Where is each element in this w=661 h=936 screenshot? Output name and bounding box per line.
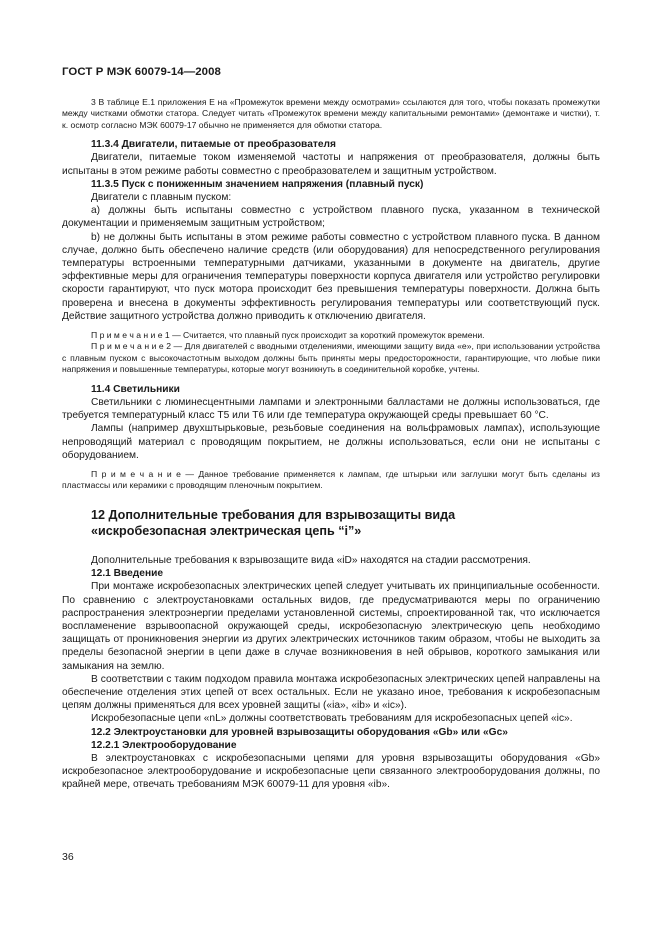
note-label: П р и м е ч а н и е: [91, 468, 181, 479]
section-11-4-para-2: Лампы (например двухштырьковые, резьбовые соединения на вольфрамовых лампах), использующие непроводящий материал с проводящим покрытием, не должны использоваться, если они не испытаны с оборудованием.: [62, 423, 600, 461]
note-label: П р и м е ч а н и е: [91, 341, 164, 352]
section-12-1-para-2: В соответствии с таким подходом правила монтажа искробезопасных электрических цепей направлены на обеспечение отделения этих цепей от всех остальных. Если не указано иное, требования к искробезопасным цепям должны применяться для всех уровней защиты («ia», «ib» и «ic»).: [62, 673, 600, 712]
note-3: 3 В таблице Е.1 приложения Е на «Промежуток времени между осмотрами» ссылаются для тогo, чтобы показать промежутки между чистками обмотки статора. Следует читать «Промежуток времени между капитальными ремонтами» (демонтаже и чистки), т. к. осмотр согласно МЭК 60079-17 обычно не применяется для обмотки статора.: [62, 97, 600, 130]
section-11-3-4-title: 11.3.4 Двигатели, питаемые от преобразователя: [91, 139, 336, 151]
section-11-3-5-item-b: b) не должны быть испытаны в этом режиме работы совместно с устройством плавного пуска. В данном случае, должно быть обеспечено наличие средств (или оборудования) для непосредственного регулирования температуры встроенными температурными датчиками, указанными в документе на двигатель, другие эффективные меры для ограничения температуры поверхности корпуса двигателя или устройство регулировки скорости гарантируют, что пуск мотора происходит без превышения температуры поверхности. Должна быть проверена и внесена в документы эффективность регулирования температуры или соответствующий пуск. Действие защитного устройства должно приводить к отключению двигателя.: [62, 231, 600, 322]
section-12-2-title: 12.2 Электроустановки для уровней взрывозащиты оборудования «Gb» или «Gc»: [91, 726, 508, 738]
section-12-1-para-3: Искробезопасные цепи «nL» должны соответствовать требованиям для искробезопасных цепей «ic».: [91, 713, 573, 725]
note-label: П р и м е ч а н и е: [91, 330, 163, 341]
section-12-id-text: Дополнительные требования к взрывозащите вида «iD» находятся на стадии рассмотрения.: [91, 554, 531, 566]
section-12-1-title: 12.1 Введение: [91, 568, 164, 580]
section-12-1-para-1: При монтаже искробезопасных электрических цепей следует учитывать их принципиальные особенности. По сравнению с электроустановками остальных видов, где предусматриваются меры по ограничению распространения электроэнергии пределами установленной системы, спроектированной так, что исключается воспламенение взрывоопасной окружающей среды, искробезопасную электрическую цепь необходимо защищать от проникновения энергии из других электрических источников таким образом, чтобы не выходить за пределы безопасной энергии в цепи даже в случае возникновения в ней обрывов, короткого замыкания или замыкания на землю.: [62, 581, 600, 672]
note-text: — Данное требование применяется к лампам, где штырьки или заглушки могут быть сделаны из пластмассы или керамики с проводящим пленочным покрытием.: [62, 468, 600, 491]
section-12-2-1-title: 12.2.1 Электрооборудование: [91, 739, 237, 751]
section-11-4-title: 11.4 Светильники: [91, 383, 180, 395]
section-12-heading: [62, 507, 600, 540]
note-text: 1 — Считается, что плавный пуск происходит за короткий промежуток времени.: [162, 330, 485, 341]
section-12-2-1-para: В электроустановках с искробезопасными цепями для уровня взрывозащиты оборудования «Gb» искробезопасное электрооборудование и искробезопасные цепи связанного электрооборудования должны, по крайней мере, отвечать требованиям МЭК 60079-11 для уровня «ib».: [62, 752, 600, 791]
note-text: 2 — Для двигателей с вводными отделениями, имеющими защиту вида «е», при использовании устройства с плавным пуском с высокочастотным выходом должны быть приняты меры предосторожности, гарантирующие, что любые пики напряжения и повышенные температуры, которые могут возникнуть в соединительной коробке, учтены.: [62, 341, 600, 375]
standard-header: ГОСТ Р МЭК 60079-14—2008: [62, 66, 221, 78]
section-11-3-5-item-a: a) должны быть испытаны совместно с устройством плавного пуска, указанном в технической документации и применяемым защитным устройством;: [62, 205, 600, 230]
section-12-heading-line-2: «искробезопасная электрическая цепь “i”»: [91, 524, 362, 539]
section-11-3-5-intro: Двигатели с плавным пуском:: [91, 192, 232, 204]
motor-note-2: [62, 341, 600, 375]
section-11-4-para-1: Светильники с люминесцентными лампами и электронными балластами не должны использоваться, где требуется температурный класс Т5 или Т6 или где температура окружающей среды превышает 60 °С.: [62, 396, 600, 422]
motor-note-1: [62, 330, 600, 341]
page-number: 36: [62, 851, 74, 863]
lamp-note: [62, 469, 600, 492]
page-body: [62, 97, 600, 792]
section-11-3-5-title: 11.3.5 Пуск с пониженным значением напряжения (плавный пуск): [91, 178, 424, 190]
section-11-3-4-text: Двигатели, питаемые током изменяемой частоты и напряжения от преобразователя, должны быть испытаны в этом режиме работы совместно с преобразователем и защитным устройством.: [62, 152, 600, 177]
section-12-heading-line-1: 12 Дополнительные требования для взрывозащиты вида: [91, 507, 456, 522]
